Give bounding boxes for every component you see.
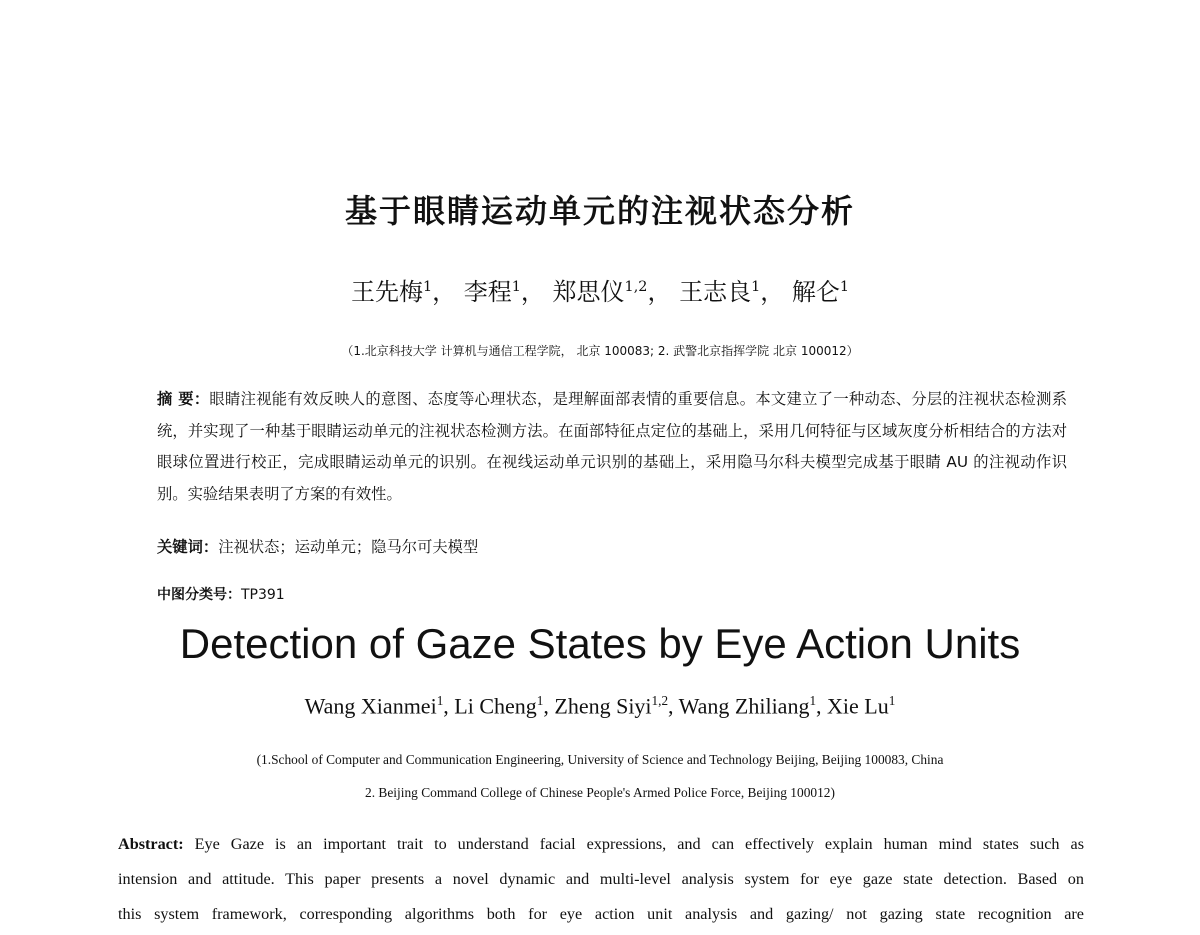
keywords-text: 注视状态；运动单元；隐马尔可夫模型 (218, 538, 479, 556)
author-affiliation-mark: 1 (751, 279, 761, 295)
abstract-label: 摘 要： (157, 390, 210, 408)
author-name: Xie Lu (827, 693, 889, 719)
author-affiliation-mark: 1 (839, 279, 850, 295)
author-name: Li Cheng (454, 693, 537, 719)
author-name: Wang Xianmei (304, 693, 437, 719)
abstract-label: Abstract: (118, 835, 184, 853)
english-abstract (118, 827, 1084, 932)
author-separator: , (816, 693, 828, 719)
chinese-keywords (157, 535, 478, 557)
english-affiliation-1: (1.School of Computer and Communication Engineering, University of Science and Technology Beijing, Beijing 100083, China (256, 752, 944, 767)
author-affiliation-mark: 1 (809, 693, 817, 708)
author-separator: , (668, 693, 679, 719)
author-affiliation-mark: 1 (888, 693, 896, 708)
author-separator: ， (432, 278, 457, 306)
author-separator: , (443, 693, 455, 719)
author-name: Zheng Siyi (554, 693, 652, 719)
chinese-title: 基于眼睛运动单元的注视状态分析 (344, 192, 855, 230)
author-affiliation-mark: 1 (511, 279, 521, 295)
english-affiliation-2: 2. Beijing Command College of Chinese People's Armed Police Force, Beijing 100012) (365, 785, 835, 800)
classification-label: 中图分类号： (157, 587, 241, 603)
author-name: 郑思仪 (552, 278, 625, 306)
author-separator: , (543, 693, 555, 719)
author-affiliation-mark: 1,2 (624, 279, 648, 295)
english-authors (0, 693, 1200, 719)
abstract-line: this system framework, corresponding algorithms both for eye action unit analysis and gazing/ not gazing state recognition are (118, 905, 1084, 923)
author-name: 王先梅 (350, 278, 423, 306)
author-name: 王志良 (679, 278, 752, 306)
author-separator: ， (647, 278, 672, 306)
english-title: Detection of Gaze States by Eye Action Units (179, 620, 1021, 667)
chinese-abstract (157, 384, 1067, 510)
chinese-affiliation: （1.北京科技大学 计算机与通信工程学院， 北京 100083; 2. 武警北京指挥学院 北京 100012） (341, 344, 859, 358)
abstract-line (118, 827, 1084, 862)
abstract-text: 眼睛注视能有效反映人的意图、态度等心理状态，是理解面部表情的重要信息。本文建立了一种动态、分层的注视状态检测系统，并实现了一种基于眼睛运动单元的注视状态检测方法。在面部特征点定位的基础上，采用几何特征与区域灰度分析相结合的方法对眼球位置进行校正，完成眼睛运动单元的识别。在视线运动单元识别的基础上，采用隐马尔科夫模型完成基于眼睛 AU 的注视动作识别。实验结果表明了方案的有效性。 (157, 390, 1067, 503)
author-separator: ， (520, 278, 545, 306)
author-affiliation-mark: 1 (536, 693, 544, 708)
author-affiliation-mark: 1 (422, 279, 433, 295)
classification-value: TP391 (241, 587, 285, 603)
abstract-text: Eye Gaze is an important trait to understand facial expressions, and can effectively explain human mind states such as (194, 835, 1084, 853)
author-name: 解仑 (791, 278, 840, 306)
keywords-label: 关键词： (157, 538, 219, 556)
author-name: 李程 (463, 278, 512, 306)
author-affiliation-mark: 1 (436, 693, 444, 708)
author-separator: ， (760, 278, 785, 306)
chinese-authors (0, 272, 1200, 307)
author-name: Wang Zhiliang (678, 693, 810, 719)
author-affiliation-mark: 1,2 (651, 693, 669, 708)
abstract-line: intension and attitude. This paper presents a novel dynamic and multi-level analysis system for eye gaze state detection. Based on (118, 870, 1084, 888)
classification-number (157, 584, 285, 604)
